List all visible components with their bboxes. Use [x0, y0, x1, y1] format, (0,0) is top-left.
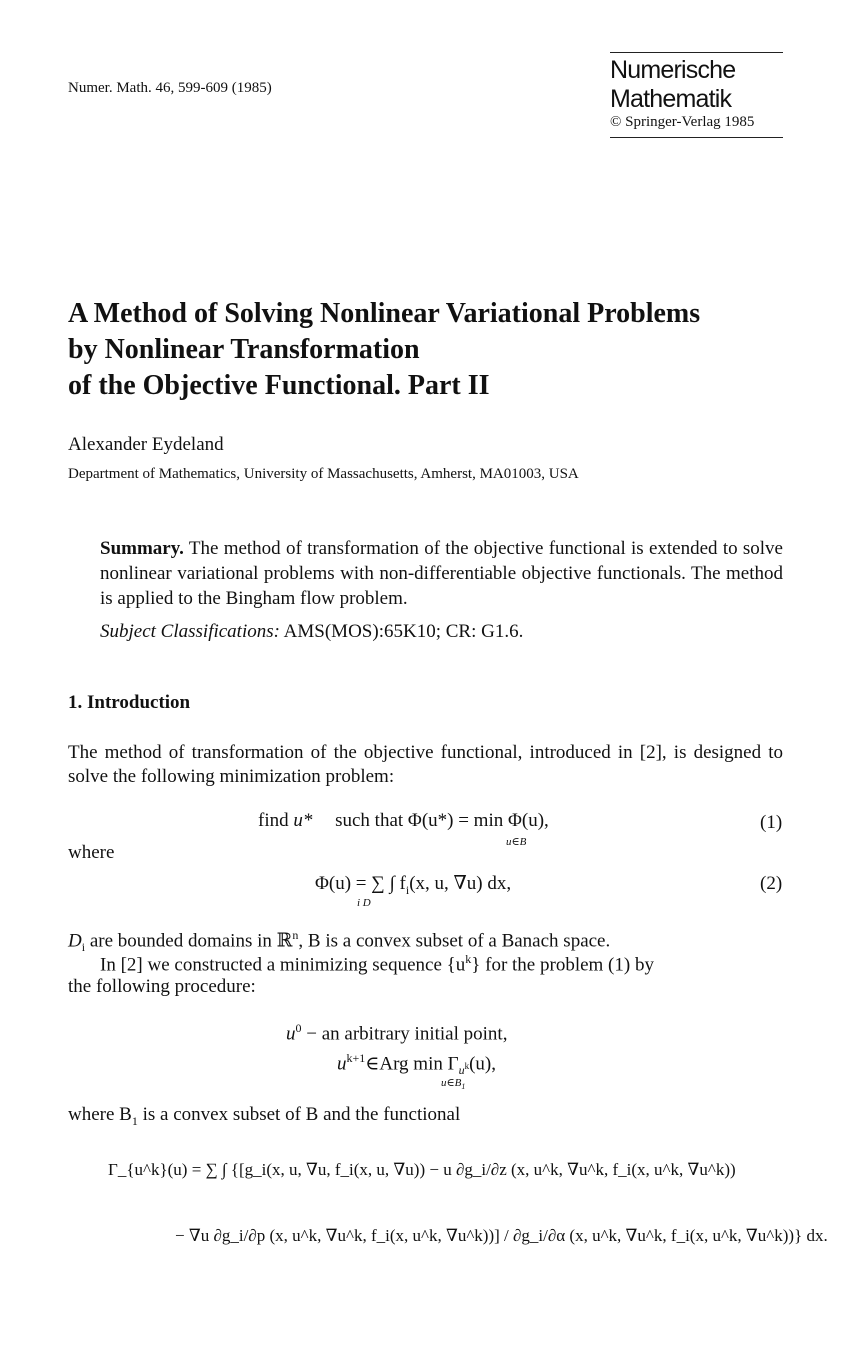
eq1-find: find — [258, 810, 289, 831]
where-2-b: is a convex subset of B and the functional — [137, 1104, 461, 1125]
subject-value: AMS(MOS):65K10; CR: G1.6. — [279, 621, 524, 642]
citation: Numer. Math. 46, 599-609 (1985) — [68, 80, 272, 96]
where-label-1: where — [68, 842, 115, 863]
procedure-line-2: the following procedure: — [68, 976, 256, 997]
journal-name-line1: Numerische — [610, 56, 736, 84]
journal-bottom-rule — [610, 137, 783, 138]
where-2-a: where B — [68, 1104, 132, 1125]
eq2-subscript: i D — [357, 897, 371, 909]
eq2-body: Φ(u) = ∑ ∫ f — [315, 873, 406, 894]
paper-title — [68, 296, 700, 404]
title-line-3: of the Objective Functional. Part II — [68, 370, 490, 401]
summary-text: The method of transformation of the objective functional is extended to solve nonlinear variational problems with non-differentiable objective functionals. The method is applied to the Bingham flow problem. — [100, 538, 783, 609]
where-sentence-2: where $B_1$ is a convex subset of B and the functional — [68, 1104, 461, 1128]
domains-text: are bounded domains in ℝ — [89, 930, 293, 952]
equation-2: Φ(u) = ∑ ∫ $f_i(x$, u, ∇u) dx, — [315, 873, 512, 897]
summary-label: Summary. — [100, 538, 184, 559]
equation-1 — [258, 810, 549, 832]
procedure-step-2-tail: (u), — [469, 1053, 496, 1075]
procedure-text: In [2] we constructed a minimizing sequence {u — [100, 954, 466, 976]
eq1-body: such that Φ(u*) = min Φ(u), — [335, 810, 549, 831]
subject-classifications — [100, 621, 523, 643]
procedure-step-2: $u^{k+1}\in Arg$ $\min \Gamma_{u^k}(u)$, — [337, 1051, 496, 1078]
subject-label: Subject Classifications: — [100, 621, 280, 642]
summary — [100, 536, 783, 611]
procedure-step-1-text: − an arbitrary initial point, — [306, 1023, 508, 1045]
journal-block — [610, 52, 783, 138]
section-heading: 1. Introduction — [68, 692, 191, 713]
intro-paragraph: The method of transformation of the objective functional, introduced in [2], is designed to solve the following minimization problem: — [68, 742, 783, 787]
publisher: © Springer-Verlag 1985 — [610, 114, 755, 130]
journal-top-rule — [610, 52, 783, 53]
procedure-step-2-text: ∈Arg min Γ — [365, 1053, 459, 1075]
domains-sentence: $D_i$ are bounded domains in ℝ$^n$, B is a convex subset of a Banach space. — [68, 928, 611, 955]
gamma-line-1: Γ_{u^k}(u) = ∑ ∫ {[g_i(x, u, ∇u, f_i(x, u, ∇u)) − u ∂g_i/∂z (x, u^k, ∇u^k, f_i(x, u^k, ∇u^k)) — [108, 1160, 736, 1179]
author: Alexander Eydeland — [68, 434, 224, 455]
equation-1-number: (1) — [760, 812, 783, 833]
title-line-1: A Method of Solving Nonlinear Variational Problems — [68, 298, 701, 329]
procedure-step-2-subscript: $u\in B_1$ — [441, 1077, 466, 1092]
gamma-line-2: − ∇u ∂g_i/∂p (x, u^k, ∇u^k, f_i(x, u^k, ∇u^k))] / ∂g_i/∂α (x, u^k, ∇u^k, f_i(x, u^k, ∇u^k))} dx. — [175, 1226, 828, 1245]
procedure-step-1: $u^0$ − an arbitrary initial point, — [286, 1021, 508, 1045]
eq2-tail: (x, u, ∇u) dx, — [409, 873, 512, 894]
eq1-subscript: u∈B — [506, 836, 527, 848]
title-line-2: by Nonlinear Transformation — [68, 334, 420, 365]
procedure-sentence: In [2] we constructed a minimizing sequence $\{u^k\}$ for the problem (1) by — [100, 952, 654, 976]
journal-name-line2: Mathematik — [610, 85, 732, 113]
equation-2-number: (2) — [760, 873, 783, 894]
affiliation: Department of Mathematics, University of Massachusetts, Amherst, MA01003, USA — [68, 466, 579, 482]
procedure-text-b: } for the problem (1) by — [471, 954, 654, 976]
domains-text-b: , B is a convex subset of a Banach space. — [298, 930, 611, 952]
eq1-variable: u* — [293, 810, 313, 831]
